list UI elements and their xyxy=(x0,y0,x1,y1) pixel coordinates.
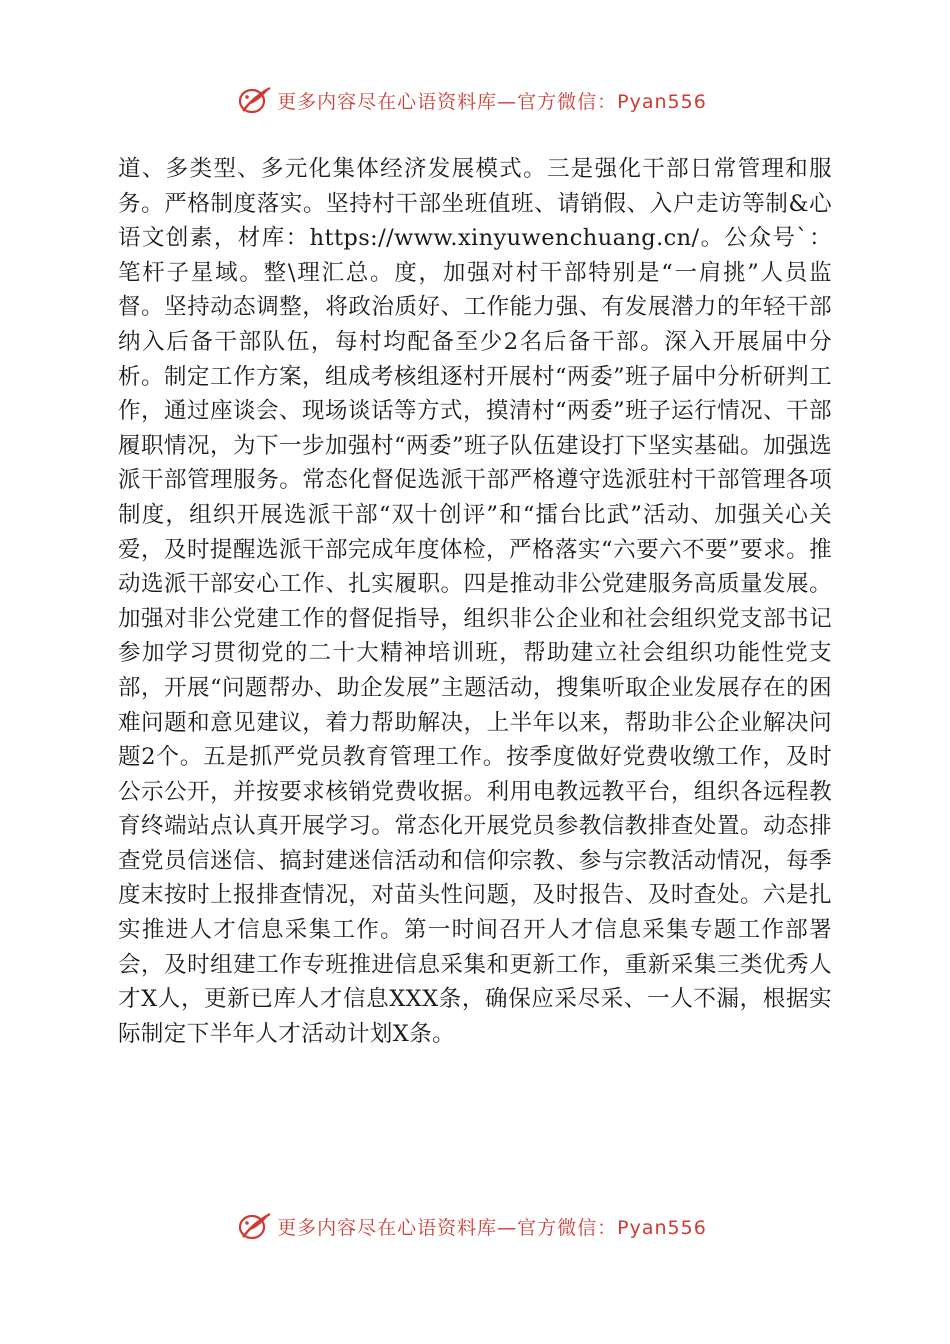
header-banner-inner xyxy=(237,85,707,115)
footer-banner xyxy=(0,1200,950,1248)
footer-banner-inner xyxy=(237,1211,707,1241)
feather-logo-icon xyxy=(237,85,273,115)
document-body xyxy=(118,152,832,1051)
header-banner xyxy=(0,78,950,122)
feather-logo-icon xyxy=(237,1211,273,1241)
header-banner-text: 更多内容尽在心语资料库—官方微信：Pyan556 xyxy=(277,90,707,113)
body-paragraph: 道、多类型、多元化集体经济发展模式。三是强化干部日常管理和服务。严格制度落实。坚持村干部坐班值班、请销假、入户走访等制&心语文创素，材库：https://www.xinyuwenchuang.cn/。公众号`：笔杆子星域。整\理汇总。度，加强对村干部特别是“一肩挑”人员监督。坚持动态调整，将政治质好、工作能力强、有发展潜力的年轻干部纳入后备干部队伍，每村均配备至少2名后备干部。深入开展届中分析。制定工作方案，组成考核组逐村开展村“两委”班子届中分析研判工作，通过座谈会、现场谈话等方式，摸清村“两委”班子运行情况、干部履职情况，为下一步加强村“两委”班子队伍建设打下坚实基础。加强选派干部管理服务。常态化督促选派干部严格遵守选派驻村干部管理各项制度，组织开展选派干部“双十创评”和“擂台比武”活动、加强关心关爱，及时提醒选派干部完成年度体检，严格落实“六要六不要”要求。推动选派干部安心工作、扎实履职。四是推动非公党建服务高质量发展。加强对非公党建工作的督促指导，组织非公企业和社会组织党支部书记参加学习贯彻党的二十大精神培训班，帮助建立社会组织功能性党支部，开展“问题帮办、助企发展”主题活动，搜集听取企业发展存在的困难问题和意见建议，着力帮助解决，上半年以来，帮助非公企业解决问题2个。五是抓严党员教育管理工作。按季度做好党费收缴工作，及时公示公开，并按要求核销党费收据。利用电教远教平台，组织各远程教育终端站点认真开展学习。常态化开展党员参教信教排查处置。动态排查党员信迷信、搞封建迷信活动和信仰宗教、参与宗教活动情况，每季度末按时上报排查情况，对苗头性问题，及时报告、及时查处。六是扎实推进人才信息采集工作。第一时间召开人才信息采集专题工作部署会，及时组建工作专班推进信息采集和更新工作，重新采集三类优秀人才X人，更新已库人才信息XXX条，确保应采尽采、一人不漏，根据实际制定下半年人才活动计划X条。 xyxy=(118,156,832,1047)
footer-banner-text: 更多内容尽在心语资料库—官方微信：Pyan556 xyxy=(277,1216,707,1239)
